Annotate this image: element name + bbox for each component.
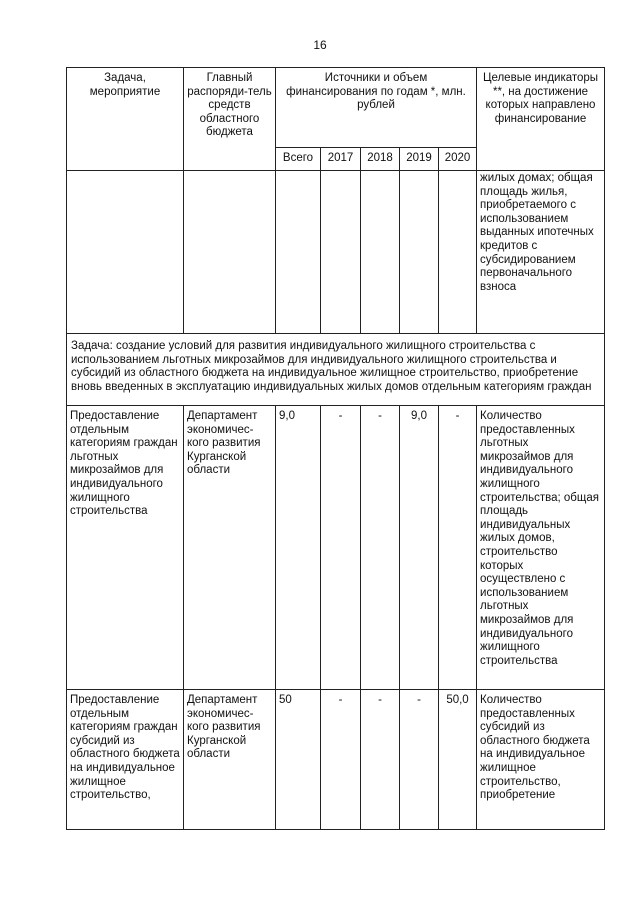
cell-empty <box>361 171 400 334</box>
cell-empty <box>184 171 276 334</box>
task-text: Задача: создание условий для развития индивидуального жилищного строительства с использованием льготных микрозаймов для индивидуального жилищного строительства и субсидий из областного бюджета на индивидуальное жилищное строительство, приобретение вновь введенных в эксплуатацию индивидуальных жилых домов отдельным категориям граждан <box>67 334 605 406</box>
year-2020-cell: - <box>439 406 477 690</box>
activity-cell: Предоставление отдельным категориям граждан субсидий из областного бюджета на индивидуальное жилищное строительство, <box>67 690 184 830</box>
page-number: 16 <box>313 38 327 52</box>
cell-empty <box>439 171 477 334</box>
activity-cell: Предоставление отдельным категориям граждан льготных микрозаймов для индивидуального жилищного строительства <box>67 406 184 690</box>
header-indicators: Целевые индикаторы **, на достижение которых направлено финансирование <box>477 68 605 171</box>
cell-empty <box>321 171 361 334</box>
header-row <box>67 68 605 148</box>
total-cell: 50 <box>276 690 321 830</box>
table-row <box>67 690 605 830</box>
manager-cell: Департамент экономичес-кого развития Курганской области <box>184 406 276 690</box>
header-year-2019: 2019 <box>400 148 439 171</box>
task-row <box>67 334 605 406</box>
table-row <box>67 406 605 690</box>
year-2020-cell: 50,0 <box>439 690 477 830</box>
manager-cell: Департамент экономичес-кого развития Курганской области <box>184 690 276 830</box>
header-manager: Главный распоряди-тель средств областного бюджета <box>184 68 276 171</box>
continuation-indicator: жилых домах; общая площадь жилья, приобретаемого с использованием выданных ипотечных кредитов с субсидированием первоначального взноса <box>477 171 605 334</box>
header-year-2017: 2017 <box>321 148 361 171</box>
total-cell: 9,0 <box>276 406 321 690</box>
year-2019-cell: - <box>400 690 439 830</box>
cell-empty <box>67 171 184 334</box>
continuation-row <box>67 171 605 334</box>
year-2019-cell: 9,0 <box>400 406 439 690</box>
header-year-total: Всего <box>276 148 321 171</box>
cell-empty <box>400 171 439 334</box>
header-funding: Источники и объем финансирования по годам *, млн. рублей <box>276 68 477 148</box>
year-2018-cell: - <box>361 406 400 690</box>
year-2017-cell: - <box>321 406 361 690</box>
indicator-cell: Количество предоставленных субсидий из областного бюджета на индивидуальное жилищное строительство, приобретение <box>477 690 605 830</box>
header-year-2020: 2020 <box>439 148 477 171</box>
header-year-2018: 2018 <box>361 148 400 171</box>
header-task: Задача, мероприятие <box>67 68 184 171</box>
year-2017-cell: - <box>321 690 361 830</box>
year-2018-cell: - <box>361 690 400 830</box>
funding-table-wrapper <box>66 67 604 830</box>
indicator-cell: Количество предоставленных льготных микрозаймов для индивидуального жилищного строительства; общая площадь индивидуальных жилых домов, строительство которых осуществлено с использованием льготных микрозаймов для индивидуального жилищного строительства <box>477 406 605 690</box>
funding-table <box>66 67 605 830</box>
cell-empty <box>276 171 321 334</box>
